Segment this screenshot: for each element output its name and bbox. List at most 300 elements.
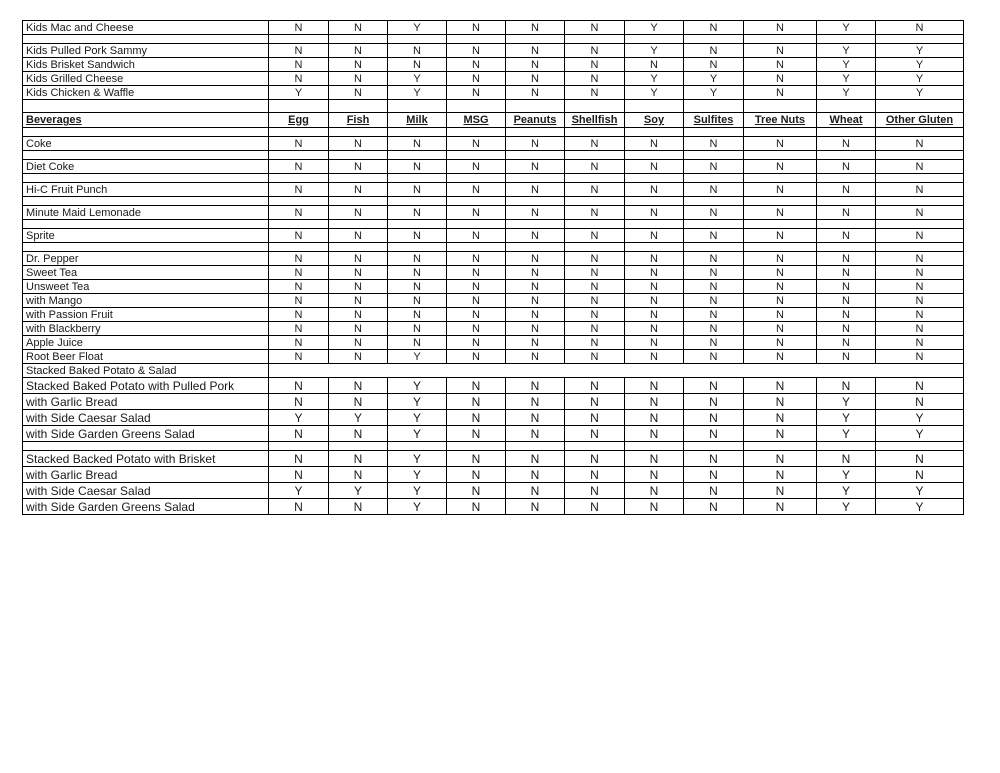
allergen-value-cell: N <box>506 294 565 308</box>
empty-cell <box>876 197 964 206</box>
allergen-value-cell: N <box>329 322 388 336</box>
empty-cell <box>565 197 625 206</box>
allergen-value-cell: N <box>506 252 565 266</box>
table-row <box>23 294 964 308</box>
allergen-value-cell: N <box>625 499 684 515</box>
empty-cell <box>269 128 329 137</box>
row-label-cell: Coke <box>23 137 269 151</box>
empty-cell <box>625 151 684 160</box>
allergen-value-cell: Y <box>388 394 447 410</box>
table-row <box>23 410 964 426</box>
allergen-value-cell: N <box>684 183 744 197</box>
empty-cell <box>388 197 447 206</box>
allergen-value-cell: N <box>684 483 744 499</box>
table-row <box>23 426 964 442</box>
allergen-value-cell: N <box>269 322 329 336</box>
empty-cell <box>447 128 506 137</box>
allergen-value-cell: N <box>269 72 329 86</box>
spacer-row <box>23 174 964 183</box>
table-row <box>23 499 964 515</box>
allergen-value-cell: N <box>876 280 964 294</box>
table-row <box>23 308 964 322</box>
allergen-value-cell: N <box>625 322 684 336</box>
allergen-value-cell: Y <box>817 410 876 426</box>
empty-cell <box>388 100 447 113</box>
allergen-value-cell: N <box>625 229 684 243</box>
table-row <box>23 336 964 350</box>
allergen-value-cell: N <box>269 280 329 294</box>
empty-cell <box>23 220 269 229</box>
allergen-value-cell: N <box>744 499 817 515</box>
allergen-value-cell: Y <box>876 86 964 100</box>
allergen-value-cell: N <box>744 294 817 308</box>
table-row <box>23 350 964 364</box>
column-header-cell: MSG <box>447 113 506 128</box>
empty-cell <box>744 100 817 113</box>
allergen-value-cell: N <box>269 294 329 308</box>
allergen-value-cell: N <box>684 229 744 243</box>
row-label-cell: Sweet Tea <box>23 266 269 280</box>
table-row <box>23 229 964 243</box>
allergen-value-cell: N <box>565 350 625 364</box>
allergen-value-cell: N <box>506 206 565 220</box>
allergen-value-cell: N <box>269 206 329 220</box>
allergen-value-cell: N <box>684 336 744 350</box>
allergen-value-cell: N <box>565 426 625 442</box>
allergen-value-cell: N <box>329 426 388 442</box>
allergen-value-cell: N <box>625 394 684 410</box>
allergen-value-cell: N <box>565 378 625 394</box>
row-label-cell: with Mango <box>23 294 269 308</box>
spacer-row <box>23 442 964 451</box>
spacer-row <box>23 197 964 206</box>
allergen-value-cell: N <box>684 44 744 58</box>
allergen-value-cell: N <box>388 44 447 58</box>
empty-cell <box>625 128 684 137</box>
allergen-value-cell: N <box>744 410 817 426</box>
row-label-cell: with Garlic Bread <box>23 394 269 410</box>
allergen-value-cell: N <box>744 467 817 483</box>
allergen-value-cell: N <box>625 252 684 266</box>
allergen-value-cell: N <box>744 58 817 72</box>
allergen-value-cell: Y <box>329 483 388 499</box>
allergen-value-cell: N <box>744 21 817 35</box>
allergen-value-cell: N <box>447 308 506 322</box>
allergen-value-cell: N <box>269 160 329 174</box>
empty-cell <box>744 174 817 183</box>
allergen-value-cell: N <box>744 206 817 220</box>
allergen-value-cell: N <box>506 499 565 515</box>
allergen-value-cell: N <box>625 410 684 426</box>
allergen-value-cell: N <box>565 206 625 220</box>
empty-cell <box>625 174 684 183</box>
empty-cell <box>329 442 388 451</box>
allergen-value-cell: N <box>329 378 388 394</box>
allergen-value-cell: N <box>817 451 876 467</box>
allergen-value-cell: N <box>329 451 388 467</box>
empty-cell <box>506 128 565 137</box>
allergen-value-cell: N <box>684 294 744 308</box>
allergen-value-cell: N <box>817 229 876 243</box>
allergen-value-cell: N <box>744 426 817 442</box>
allergen-value-cell: N <box>269 451 329 467</box>
allergen-value-cell: Y <box>876 410 964 426</box>
allergen-value-cell: N <box>447 252 506 266</box>
allergen-value-cell: N <box>269 336 329 350</box>
allergen-value-cell: N <box>447 206 506 220</box>
allergen-value-cell: N <box>329 86 388 100</box>
allergen-value-cell: N <box>565 72 625 86</box>
allergen-value-cell: N <box>269 499 329 515</box>
allergen-value-cell: N <box>447 266 506 280</box>
allergen-value-cell: N <box>684 394 744 410</box>
allergen-value-cell: N <box>876 229 964 243</box>
table-row <box>23 378 964 394</box>
row-label-cell: Root Beer Float <box>23 350 269 364</box>
allergen-value-cell: N <box>625 160 684 174</box>
allergen-value-cell: N <box>744 336 817 350</box>
empty-cell <box>388 243 447 252</box>
allergen-value-cell: N <box>684 21 744 35</box>
empty-cell <box>876 100 964 113</box>
row-label-cell: with Side Caesar Salad <box>23 410 269 426</box>
empty-cell <box>684 100 744 113</box>
allergen-value-cell: N <box>817 137 876 151</box>
allergen-value-cell: N <box>269 467 329 483</box>
allergen-value-cell: N <box>506 72 565 86</box>
table-row <box>23 467 964 483</box>
allergen-value-cell: N <box>565 410 625 426</box>
row-label-cell: with Passion Fruit <box>23 308 269 322</box>
allergen-value-cell: N <box>388 160 447 174</box>
allergen-value-cell: N <box>684 280 744 294</box>
allergen-value-cell: N <box>744 483 817 499</box>
allergen-value-cell: N <box>565 294 625 308</box>
allergen-value-cell: N <box>388 252 447 266</box>
empty-cell <box>817 197 876 206</box>
allergen-value-cell: N <box>506 58 565 72</box>
allergen-value-cell: N <box>876 308 964 322</box>
allergen-table <box>22 20 964 515</box>
row-label-cell: Diet Coke <box>23 160 269 174</box>
empty-cell <box>23 243 269 252</box>
allergen-value-cell: N <box>625 183 684 197</box>
empty-cell <box>625 442 684 451</box>
table-row <box>23 394 964 410</box>
allergen-value-cell: Y <box>388 350 447 364</box>
allergen-value-cell: N <box>744 183 817 197</box>
allergen-value-cell: N <box>506 451 565 467</box>
empty-cell <box>565 100 625 113</box>
row-label-cell: Kids Brisket Sandwich <box>23 58 269 72</box>
empty-cell <box>506 174 565 183</box>
empty-cell <box>23 128 269 137</box>
allergen-value-cell: N <box>625 336 684 350</box>
allergen-value-cell: N <box>447 451 506 467</box>
allergen-value-cell: N <box>269 44 329 58</box>
allergen-value-cell: N <box>269 183 329 197</box>
allergen-value-cell: N <box>269 21 329 35</box>
empty-cell <box>565 243 625 252</box>
allergen-value-cell: N <box>876 294 964 308</box>
allergen-value-cell: N <box>388 229 447 243</box>
spacer-row <box>23 220 964 229</box>
allergen-value-cell: N <box>565 394 625 410</box>
allergen-value-cell: N <box>744 451 817 467</box>
allergen-value-cell: N <box>506 44 565 58</box>
allergen-value-cell: N <box>684 206 744 220</box>
allergen-value-cell: N <box>565 451 625 467</box>
allergen-value-cell: N <box>447 499 506 515</box>
allergen-value-cell: N <box>744 322 817 336</box>
empty-cell <box>684 243 744 252</box>
empty-cell <box>329 243 388 252</box>
allergen-value-cell: Y <box>388 451 447 467</box>
allergen-value-cell: N <box>684 499 744 515</box>
row-label-cell: Sprite <box>23 229 269 243</box>
allergen-value-cell: N <box>684 350 744 364</box>
allergen-value-cell: N <box>506 160 565 174</box>
allergen-value-cell: N <box>269 350 329 364</box>
empty-cell <box>876 128 964 137</box>
empty-cell <box>269 151 329 160</box>
allergen-value-cell: N <box>329 266 388 280</box>
allergen-value-cell: N <box>329 44 388 58</box>
empty-cell <box>876 442 964 451</box>
allergen-value-cell: N <box>506 137 565 151</box>
empty-cell <box>447 174 506 183</box>
column-header-cell: Peanuts <box>506 113 565 128</box>
allergen-value-cell: N <box>565 266 625 280</box>
allergen-value-cell: N <box>876 160 964 174</box>
table-row <box>23 58 964 72</box>
allergen-value-cell: Y <box>817 86 876 100</box>
allergen-value-cell: N <box>744 280 817 294</box>
spacer-row <box>23 35 964 44</box>
empty-cell <box>876 220 964 229</box>
empty-cell <box>269 243 329 252</box>
empty-cell <box>565 128 625 137</box>
row-label-cell: Apple Juice <box>23 336 269 350</box>
allergen-value-cell: Y <box>625 72 684 86</box>
empty-cell <box>817 100 876 113</box>
allergen-value-cell: N <box>447 86 506 100</box>
allergen-value-cell: N <box>329 394 388 410</box>
column-header-cell: Other Gluten <box>876 113 964 128</box>
empty-cell <box>876 151 964 160</box>
empty-cell <box>269 197 329 206</box>
empty-cell <box>876 35 964 44</box>
allergen-value-cell: N <box>447 72 506 86</box>
column-header-row <box>23 113 964 128</box>
allergen-value-cell: N <box>744 252 817 266</box>
allergen-value-cell: N <box>744 137 817 151</box>
allergen-value-cell: N <box>506 410 565 426</box>
empty-cell <box>744 35 817 44</box>
allergen-value-cell: Y <box>817 467 876 483</box>
row-label-cell: Unsweet Tea <box>23 280 269 294</box>
allergen-value-cell: N <box>817 322 876 336</box>
empty-cell <box>565 174 625 183</box>
allergen-value-cell: N <box>876 322 964 336</box>
row-label-cell: Kids Mac and Cheese <box>23 21 269 35</box>
allergen-value-cell: N <box>744 266 817 280</box>
allergen-value-cell: N <box>388 308 447 322</box>
allergen-value-cell: N <box>506 308 565 322</box>
empty-cell <box>625 243 684 252</box>
allergen-value-cell: N <box>565 467 625 483</box>
allergen-value-cell: N <box>744 394 817 410</box>
empty-cell <box>744 243 817 252</box>
allergen-value-cell: N <box>876 467 964 483</box>
allergen-value-cell: N <box>506 21 565 35</box>
allergen-value-cell: Y <box>625 86 684 100</box>
empty-cell <box>684 197 744 206</box>
table-row <box>23 483 964 499</box>
allergen-value-cell: N <box>876 350 964 364</box>
empty-cell <box>447 151 506 160</box>
empty-cell <box>329 151 388 160</box>
empty-cell <box>876 243 964 252</box>
allergen-value-cell: N <box>744 350 817 364</box>
empty-cell <box>506 151 565 160</box>
allergen-value-cell: N <box>388 183 447 197</box>
allergen-value-cell: N <box>565 336 625 350</box>
allergen-value-cell: N <box>625 206 684 220</box>
allergen-value-cell: N <box>565 322 625 336</box>
allergen-value-cell: N <box>269 229 329 243</box>
row-label-cell: with Blackberry <box>23 322 269 336</box>
allergen-value-cell: N <box>506 229 565 243</box>
allergen-value-cell: N <box>565 160 625 174</box>
allergen-value-cell: Y <box>269 86 329 100</box>
allergen-value-cell: N <box>876 378 964 394</box>
allergen-value-cell: N <box>447 378 506 394</box>
empty-cell <box>23 35 269 44</box>
allergen-value-cell: N <box>388 280 447 294</box>
table-row <box>23 266 964 280</box>
spacer-row <box>23 128 964 137</box>
spacer-row <box>23 151 964 160</box>
empty-cell <box>388 442 447 451</box>
allergen-value-cell: N <box>684 467 744 483</box>
column-header-cell: Sulfites <box>684 113 744 128</box>
empty-cell <box>817 128 876 137</box>
allergen-value-cell: N <box>269 378 329 394</box>
allergen-value-cell: N <box>447 467 506 483</box>
empty-cell <box>506 100 565 113</box>
section-title-cell: Beverages <box>23 113 269 128</box>
allergen-value-cell: N <box>447 160 506 174</box>
allergen-value-cell: N <box>506 394 565 410</box>
allergen-value-cell: N <box>565 499 625 515</box>
allergen-value-cell: Y <box>817 21 876 35</box>
allergen-value-cell: N <box>684 426 744 442</box>
allergen-value-cell: N <box>625 308 684 322</box>
empty-cell <box>447 442 506 451</box>
allergen-value-cell: N <box>447 229 506 243</box>
row-label-cell: Hi-C Fruit Punch <box>23 183 269 197</box>
allergen-value-cell: N <box>565 280 625 294</box>
allergen-value-cell: N <box>329 137 388 151</box>
allergen-value-cell: N <box>817 378 876 394</box>
allergen-value-cell: Y <box>269 410 329 426</box>
empty-cell <box>625 220 684 229</box>
allergen-value-cell: Y <box>817 426 876 442</box>
allergen-value-cell: N <box>329 252 388 266</box>
section-row <box>23 364 964 378</box>
table-row <box>23 160 964 174</box>
row-label-cell: Dr. Pepper <box>23 252 269 266</box>
allergen-value-cell: N <box>329 350 388 364</box>
empty-cell <box>684 442 744 451</box>
allergen-value-cell: N <box>565 252 625 266</box>
allergen-value-cell: N <box>625 266 684 280</box>
allergen-table-body <box>23 21 964 515</box>
allergen-value-cell: N <box>565 137 625 151</box>
allergen-value-cell: N <box>565 44 625 58</box>
empty-cell <box>684 128 744 137</box>
allergen-value-cell: Y <box>269 483 329 499</box>
row-label-cell: Stacked Baked Potato with Pulled Pork <box>23 378 269 394</box>
allergen-value-cell: Y <box>388 72 447 86</box>
row-label-cell: Kids Chicken & Waffle <box>23 86 269 100</box>
allergen-value-cell: N <box>388 266 447 280</box>
allergen-value-cell: Y <box>684 72 744 86</box>
allergen-value-cell: N <box>447 350 506 364</box>
allergen-value-cell: Y <box>388 467 447 483</box>
allergen-value-cell: N <box>744 86 817 100</box>
allergen-value-cell: Y <box>817 394 876 410</box>
allergen-value-cell: N <box>329 229 388 243</box>
empty-cell <box>388 151 447 160</box>
allergen-value-cell: N <box>388 137 447 151</box>
column-header-cell: Shellfish <box>565 113 625 128</box>
allergen-value-cell: N <box>625 58 684 72</box>
allergen-value-cell: Y <box>876 44 964 58</box>
allergen-value-cell: Y <box>817 58 876 72</box>
allergen-value-cell: N <box>447 483 506 499</box>
allergen-value-cell: Y <box>817 44 876 58</box>
allergen-value-cell: Y <box>817 499 876 515</box>
allergen-value-cell: N <box>447 294 506 308</box>
empty-cell <box>817 151 876 160</box>
table-row <box>23 137 964 151</box>
column-header-cell: Fish <box>329 113 388 128</box>
allergen-value-cell: N <box>684 308 744 322</box>
allergen-value-cell: Y <box>876 72 964 86</box>
allergen-value-cell: N <box>625 467 684 483</box>
empty-cell <box>388 174 447 183</box>
allergen-value-cell: N <box>625 294 684 308</box>
allergen-value-cell: N <box>744 229 817 243</box>
allergen-value-cell: Y <box>876 483 964 499</box>
table-row <box>23 72 964 86</box>
empty-cell <box>506 220 565 229</box>
allergen-value-cell: Y <box>876 58 964 72</box>
allergen-value-cell: Y <box>876 499 964 515</box>
empty-cell <box>684 220 744 229</box>
row-label-cell: with Garlic Bread <box>23 467 269 483</box>
allergen-value-cell: Y <box>329 410 388 426</box>
allergen-value-cell: N <box>876 394 964 410</box>
empty-cell <box>817 174 876 183</box>
allergen-value-cell: N <box>565 183 625 197</box>
allergen-value-cell: N <box>817 308 876 322</box>
allergen-value-cell: N <box>817 336 876 350</box>
allergen-value-cell: Y <box>388 378 447 394</box>
allergen-value-cell: N <box>817 266 876 280</box>
